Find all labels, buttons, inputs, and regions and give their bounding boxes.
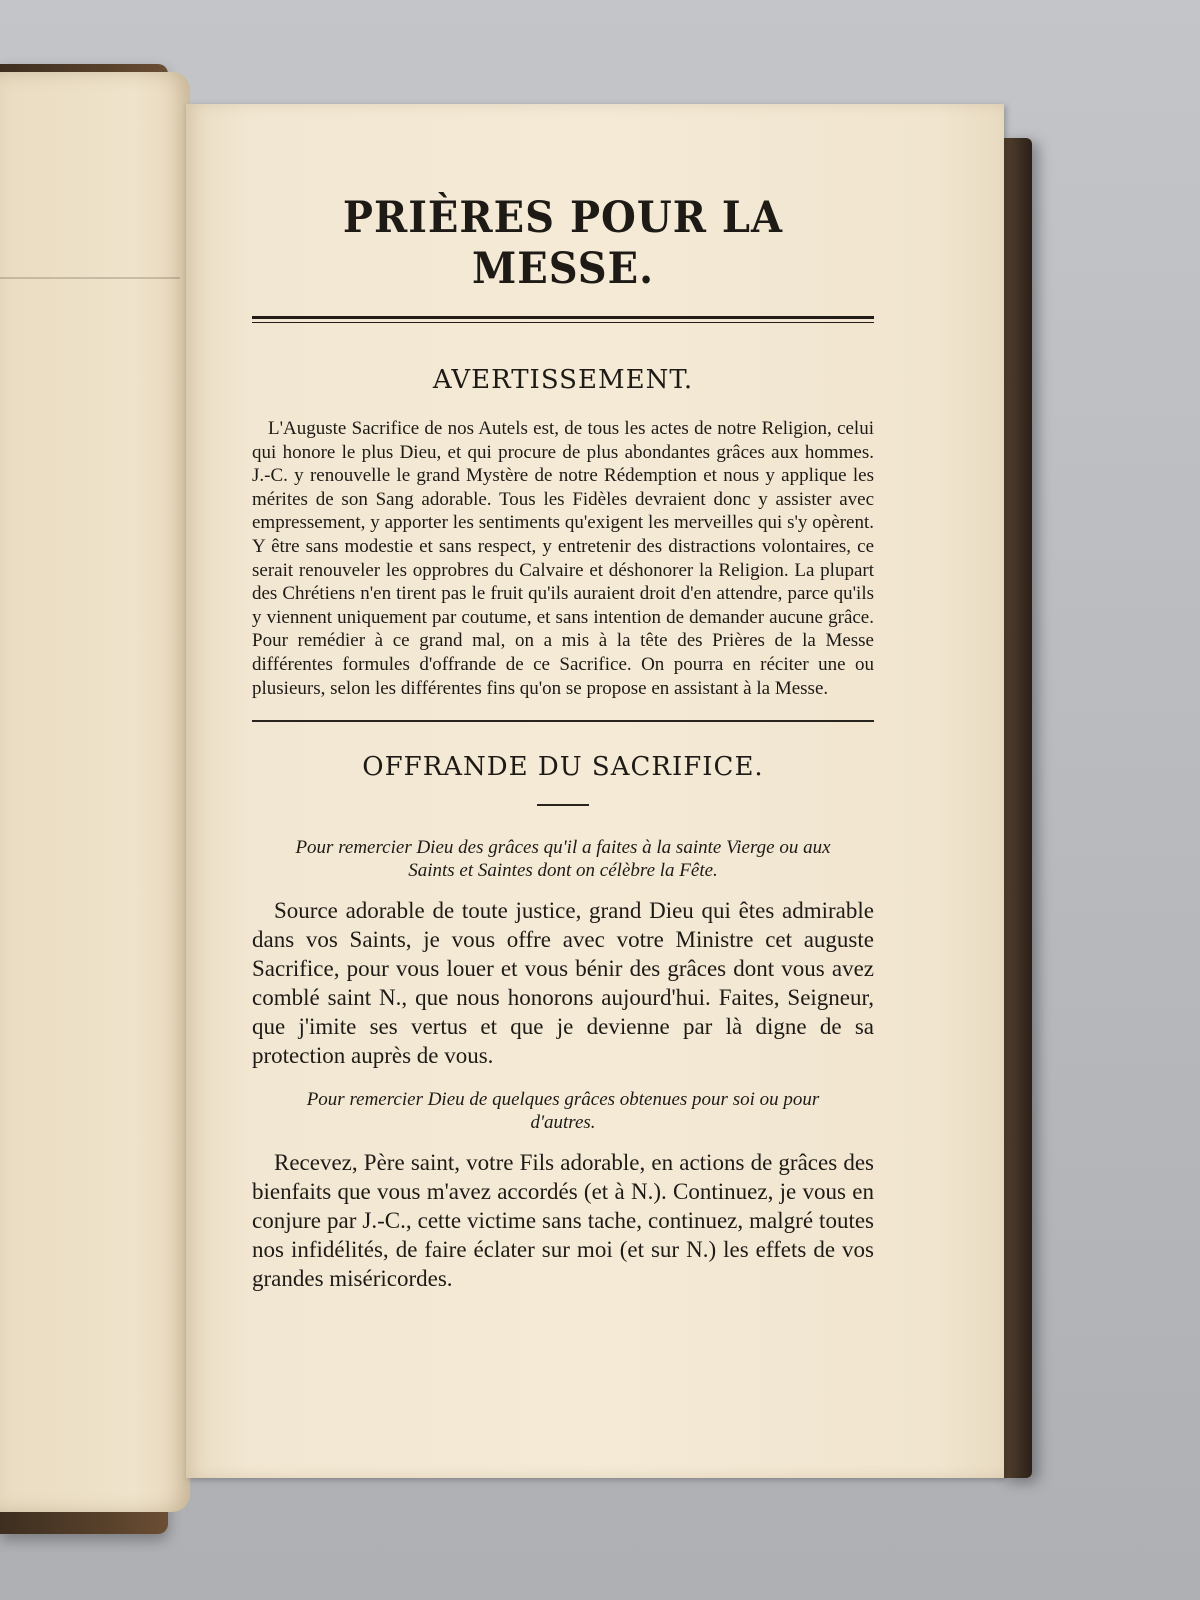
mirror-title: [0, 202, 180, 247]
section-divider: [252, 720, 874, 722]
right-page: [186, 104, 1004, 1478]
title-double-rule: [252, 316, 874, 323]
mirror-line: [0, 530, 180, 555]
mirror-heading: [0, 319, 180, 352]
prayer-2: Recevez, Père saint, votre Fils adorable, en actions de grâces des bienfaits que vous m'avez accordés (et à N.). Continuez, je vous en conjure par J.-C., cette victime sans tache, continuez, malgré toutes nos infidélités, de faire éclater sur moi (et sur N.) les effets de vos grandes miséricordes.: [252, 1150, 874, 1292]
mirror-line: [0, 405, 180, 430]
offrande-heading: OFFRANDE DU SACRIFICE.: [362, 752, 764, 783]
mirror-lines: [0, 380, 180, 755]
mirror-line: [0, 555, 180, 580]
mirror-line: [0, 680, 180, 705]
book-cover-right: [1002, 138, 1032, 1478]
mirror-line: [0, 480, 180, 505]
offrande-short-rule: [537, 804, 589, 806]
rubric-1: Pour remercier Dieu des grâces qu'il a faites à la sainte Vierge ou aux Saints et Saintes dont on célèbre la Fête.: [295, 837, 831, 882]
mirror-line: [0, 455, 180, 480]
rubric-2: Pour remercier Dieu de quelques grâces obtenues pour soi ou pour d'autres.: [306, 1089, 820, 1134]
show-through-text: [0, 202, 180, 755]
mirror-line: [0, 605, 180, 630]
avertissement-text: L'Auguste Sacrifice de nos Autels est, de tous les actes de notre Religion, celui qui honore le plus Dieu, et qui procure de plus abondantes grâces aux hommes. J.-C. y renouvelle le grand Mystère de notre Rédemption et nous y applique les mérites de son Sang adorable. Tous les Fidèles devraient donc y assister avec empressement, y apporter les sentiments qu'exigent les merveilles qui s'y opèrent. Y être sans modestie et sans respect, y entretenir des distractions volontaires, ce serait renouveler les opprobres du Calvaire et déshonorer la Religion. La plupart des Chrétiens n'en tirent pas le fruit qu'ils auraient droit d'en attendre, parce qu'ils y viennent uniquement par coutume, et sans intention de demander aucune grâce. Pour remédier à ce grand mal, on a mis à la tête des Prières de la Messe différentes formules d'offrande de ce Sacrifice. On pourra en réciter une ou plusieurs, selon les différentes fins qu'on se propose en assistant à la Messe.: [252, 418, 874, 699]
mirror-line: [0, 380, 180, 405]
mirror-rule: [0, 277, 180, 279]
page-content: [252, 192, 874, 1311]
mirror-line: [0, 630, 180, 655]
prayer-1: Source adorable de toute justice, grand Dieu qui êtes admirable dans vos Saints, je vous offre avec votre Ministre cet auguste Sacrifice, pour vous louer et vous bénir des grâces dont vous avez comblé saint N., que nous honorons aujourd'hui. Faites, Seigneur, que j'imite ses vertus et que je devienne par là digne de sa protection auprès de vous.: [252, 898, 874, 1069]
mirror-line: [0, 730, 180, 755]
mirror-line: [0, 430, 180, 455]
mirror-line: [0, 705, 180, 730]
mirror-line: [0, 580, 180, 605]
mirror-line: [0, 655, 180, 680]
avertissement-heading: AVERTISSEMENT.: [432, 365, 694, 395]
left-page: [0, 72, 190, 1512]
page-title: PRIÈRES POUR LA MESSE.: [342, 192, 784, 294]
mirror-line: [0, 505, 180, 530]
